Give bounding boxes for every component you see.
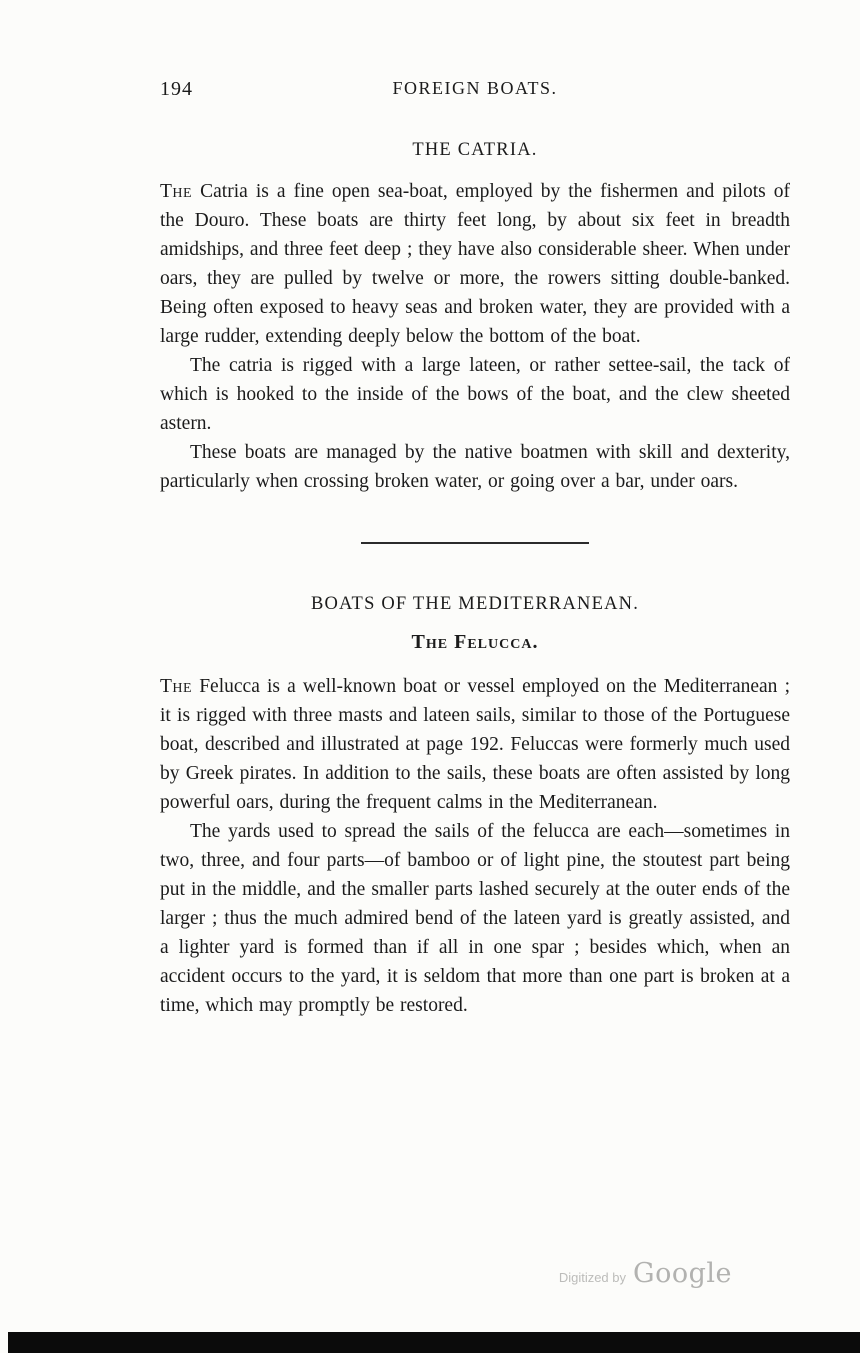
watermark-prefix: Digitized by: [558, 1270, 627, 1285]
lead-word: The: [160, 676, 193, 697]
scan-edge-bar: [8, 1332, 860, 1353]
paragraph-text: Felucca is a well-known boat or vessel employed on the Mediterranean ; it is rigged with three masts and lateen sails, similar to those of the Portuguese boat, described and illustrated at page 192. Feluccas were formerly much used by Greek pirates. In addition to the sails, these boats are often assisted by long powerful oars, during the frequent calms in the Mediterranean.: [160, 676, 790, 813]
text-block: [160, 78, 790, 1020]
page-header: [160, 78, 790, 104]
paragraph-catria-3: These boats are managed by the native boatmen with skill and dexterity, particularly when crossing broken water, or going over a bar, under oars.: [160, 442, 790, 492]
subheading-felucca: The Felucca.: [411, 631, 539, 653]
page-number: 194: [160, 78, 193, 100]
lead-word: The: [160, 181, 193, 202]
google-logo: Google: [633, 1258, 732, 1289]
paragraph-felucca-1: [160, 672, 790, 817]
running-header: FOREIGN BOATS.: [392, 78, 558, 98]
section-heading-mediterranean: BOATS OF THE MEDITERRANEAN.: [310, 594, 640, 614]
paragraph-text: Catria is a fine open sea-boat, employed by the fishermen and pilots of the Douro. These boats are thirty feet long, by about six feet in breadth amidships, and three feet deep ; they have also considerable sheer. When under oars, they are pulled by twelve or more, the rowers sitting double-banked. Being often exposed to heavy seas and broken water, they are provided with a large rudder, extending deeply below the bottom of the boat.: [160, 181, 790, 347]
section-divider-rule: [361, 542, 589, 544]
section-heading-catria: THE CATRIA.: [412, 140, 538, 160]
paragraph-felucca-2: The yards used to spread the sails of the felucca are each—sometimes in two, three, and four parts—of bamboo or of light pine, the stoutest part being put in the middle, and the smaller parts lashed securely at the outer ends of the larger ; thus the much admired bend of the lateen yard is greatly assisted, and a lighter yard is formed than if all in one spar ; besides which, when an accident occurs to the yard, it is seldom that more than one part is broken at a time, which may promptly be restored.: [160, 821, 790, 1016]
paragraph-catria-2: The catria is rigged with a large lateen, or rather settee-sail, the tack of which is hooked to the inside of the bows of the boat, and the clew sheeted astern.: [160, 355, 790, 434]
paragraph-catria-1: [160, 177, 790, 351]
google-watermark: [559, 1258, 732, 1289]
